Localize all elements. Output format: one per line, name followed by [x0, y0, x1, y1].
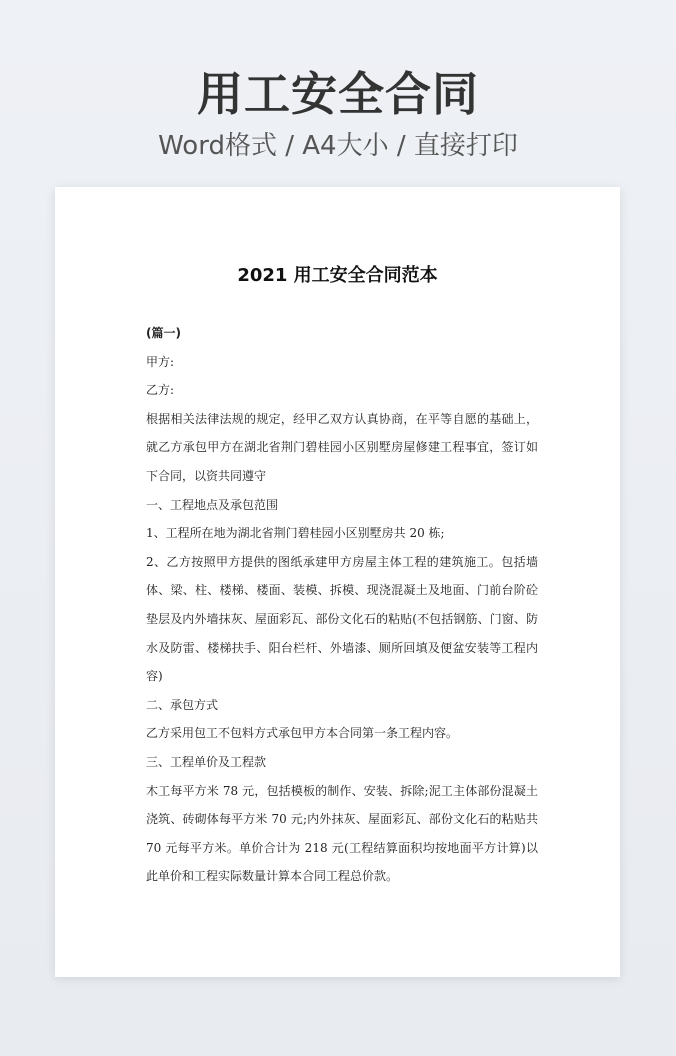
clause-price: 木工每平方米 78 元，包括模板的制作、安装、拆除;泥工主体部份混凝土浇筑、砖砌体每平方米 70 元;内外抹灰、屋面彩瓦、部份文化石的粘贴共 70 元每平方米。单价合计为 218 元(工程结算面积均按地面平方计算)以此单价和工程实际数量计算本合同工程总价款。 [146, 783, 538, 884]
banner-subtitle: Word格式 / A4大小 / 直接打印 [158, 131, 518, 161]
heading-scope: 一、工程地点及承包范围 [146, 497, 279, 512]
document-body [146, 319, 538, 891]
banner-title: 用工安全合同 [197, 67, 479, 121]
section-label: (篇一) [146, 326, 181, 340]
heading-price: 三、工程单价及工程款 [146, 754, 267, 769]
heading-contract-method: 二、承包方式 [146, 697, 219, 712]
banner [0, 62, 676, 164]
document-title: 2021 用工安全合同范本 [237, 265, 438, 286]
clause-scope: 2、乙方按照甲方提供的图纸承建甲方房屋主体工程的建筑施工。包括墙体、梁、柱、楼梯、楼面、装模、拆模、现浇混凝土及地面、门前台阶砼垫层及内外墙抹灰、屋面彩瓦、部份文化石的粘贴(不包括钢筋、门窗、防水及防雷、楼梯扶手、阳台栏杆、外墙漆、厕所回填及便盆安装等工程内容) [146, 554, 538, 684]
party-a-line: 甲方: [146, 354, 175, 369]
clause-location: 1、工程所在地为湖北省荆门碧桂园小区别墅房共 20 栋; [146, 526, 445, 541]
document-page [55, 187, 620, 977]
party-b-line: 乙方: [146, 383, 175, 398]
preamble-paragraph: 根据相关法律法规的规定，经甲乙双方认真协商，在平等自愿的基础上，就乙方承包甲方在湖北省荆门碧桂园小区别墅房屋修建工程事宜，签订如下合同，以资共同遵守 [146, 411, 538, 483]
clause-contract-method: 乙方采用包工不包料方式承包甲方本合同第一条工程内容。 [146, 726, 459, 741]
